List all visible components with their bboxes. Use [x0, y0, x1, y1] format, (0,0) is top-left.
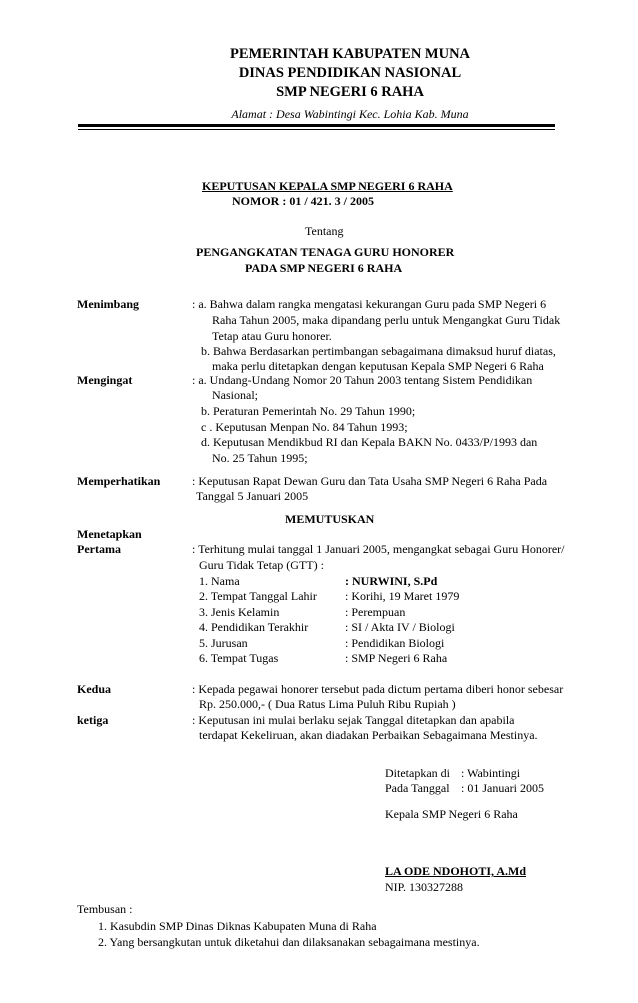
section-label-pertama: Pertama — [77, 542, 121, 556]
tembusan-item: 1. Kasubdin SMP Dinas Diknas Kabupaten Muna di Raha — [98, 919, 377, 933]
menimbang-b-line2: maka perlu ditetapkan dengan keputusan Kepala SMP Negeri 6 Raha — [212, 359, 544, 373]
signature-date-value: : 01 Januari 2005 — [461, 781, 544, 795]
decree-heading: KEPUTUSAN KEPALA SMP NEGERI 6 RAHA — [202, 179, 453, 193]
tembusan-item: 2. Yang bersangkutan untuk diketahui dan dilaksanakan sebagaimana mestinya. — [98, 935, 480, 949]
letterhead-address: Alamat : Desa Wabintingi Kec. Lohia Kab. Muna — [231, 107, 469, 121]
identity-label-birth: 2. Tempat Tanggal Lahir — [199, 589, 317, 603]
identity-value-education: : SI / Akta IV / Biologi — [345, 620, 455, 634]
signature-name: LA ODE NDOHOTI, A.Md — [385, 864, 527, 878]
mengingat-b: b. Peraturan Pemerintah No. 29 Tahun 1990; — [201, 404, 416, 418]
mengingat-a-line2: Nasional; — [212, 388, 258, 402]
signature-date-label: Pada Tanggal — [385, 781, 450, 795]
section-label-kedua: Kedua — [77, 682, 112, 696]
memutuskan-heading: MEMUTUSKAN — [285, 512, 375, 526]
section-label-ketiga: ketiga — [77, 713, 109, 727]
identity-value-birth: : Korihi, 19 Maret 1979 — [345, 589, 460, 603]
section-label-mengingat: Mengingat — [77, 373, 133, 387]
section-label-menetapkan: Menetapkan — [77, 527, 142, 541]
pertama-line1: : Terhitung mulai tanggal 1 Januari 2005, mengangkat sebagai Guru Honorer/ — [192, 542, 565, 556]
section-label-memperhatikan: Memperhatikan — [77, 474, 161, 488]
mengingat-d-line2: No. 25 Tahun 1995; — [212, 451, 308, 465]
decree-subject-line1: PENGANGKATAN TENAGA GURU HONORER — [196, 245, 455, 259]
identity-label-education: 4. Pendidikan Terakhir — [199, 620, 309, 634]
signature-place-value: : Wabintingi — [461, 766, 521, 780]
mengingat-d-line1: d. Keputusan Mendikbud RI dan Kepala BAKN No. 0433/P/1993 dan — [201, 435, 538, 449]
memperhatikan-line2: Tanggal 5 Januari 2005 — [196, 489, 309, 503]
menimbang-a-line1: : a. Bahwa dalam rangka mengatasi kekurangan Guru pada SMP Negeri 6 — [192, 297, 547, 311]
ketiga-line1: : Keputusan ini mulai berlaku sejak Tanggal ditetapkan dan apabila — [192, 713, 515, 727]
letterhead-agency: DINAS PENDIDIKAN NASIONAL — [238, 65, 462, 81]
letterhead-government: PEMERINTAH KABUPATEN MUNA — [229, 46, 471, 62]
identity-label-major: 5. Jurusan — [199, 636, 248, 650]
identity-value-major: : Pendidikan Biologi — [345, 636, 445, 650]
menimbang-a-line3: Tetap atau Guru honorer. — [212, 329, 332, 343]
memperhatikan-line1: : Keputusan Rapat Dewan Guru dan Tata Usaha SMP Negeri 6 Raha Pada — [192, 474, 548, 488]
mengingat-a-line1: : a. Undang-Undang Nomor 20 Tahun 2003 tentang Sistem Pendidikan — [192, 373, 533, 387]
mengingat-c: c . Keputusan Menpan No. 84 Tahun 1993; — [201, 420, 408, 434]
letterhead-rule-thick — [78, 124, 555, 127]
identity-value-gender: : Perempuan — [345, 605, 406, 619]
signature-nip: NIP. 130327288 — [385, 880, 464, 894]
decree-number: NOMOR : 01 / 421. 3 / 2005 — [232, 194, 374, 208]
identity-label-gender: 3. Jenis Kelamin — [199, 605, 280, 619]
signature-position: Kepala SMP Negeri 6 Raha — [385, 807, 518, 821]
identity-value-name: : NURWINI, S.Pd — [345, 574, 438, 588]
letterhead-school: SMP NEGERI 6 RAHA — [276, 84, 424, 100]
identity-value-workplace: : SMP Negeri 6 Raha — [345, 651, 448, 665]
pertama-line2: Guru Tidak Tetap (GTT) : — [199, 558, 324, 572]
menimbang-b-line1: b. Bahwa Berdasarkan pertimbangan sebagaimana dimaksud huruf diatas, — [201, 344, 556, 358]
identity-label-workplace: 6. Tempat Tugas — [199, 651, 279, 665]
ketiga-line2: terdapat Kekeliruan, akan diadakan Perbaikan Sebagaimana Mestinya. — [199, 728, 538, 742]
decree-tentang: Tentang — [305, 224, 344, 238]
kedua-line2: Rp. 250.000,- ( Dua Ratus Lima Puluh Ribu Rupiah ) — [199, 697, 456, 711]
menimbang-a-line2: Raha Tahun 2005, maka dipandang perlu untuk Mengangkat Guru Tidak — [212, 313, 561, 327]
tembusan-label: Tembusan : — [77, 902, 133, 916]
kedua-line1: : Kepada pegawai honorer tersebut pada dictum pertama diberi honor sebesar — [192, 682, 564, 696]
letterhead-rule-thin — [78, 129, 555, 130]
signature-place-label: Ditetapkan di — [385, 766, 450, 780]
identity-label-name: 1. Nama — [199, 574, 240, 588]
decree-subject-line2: PADA SMP NEGERI 6 RAHA — [245, 261, 403, 275]
section-label-menimbang: Menimbang — [77, 297, 140, 311]
